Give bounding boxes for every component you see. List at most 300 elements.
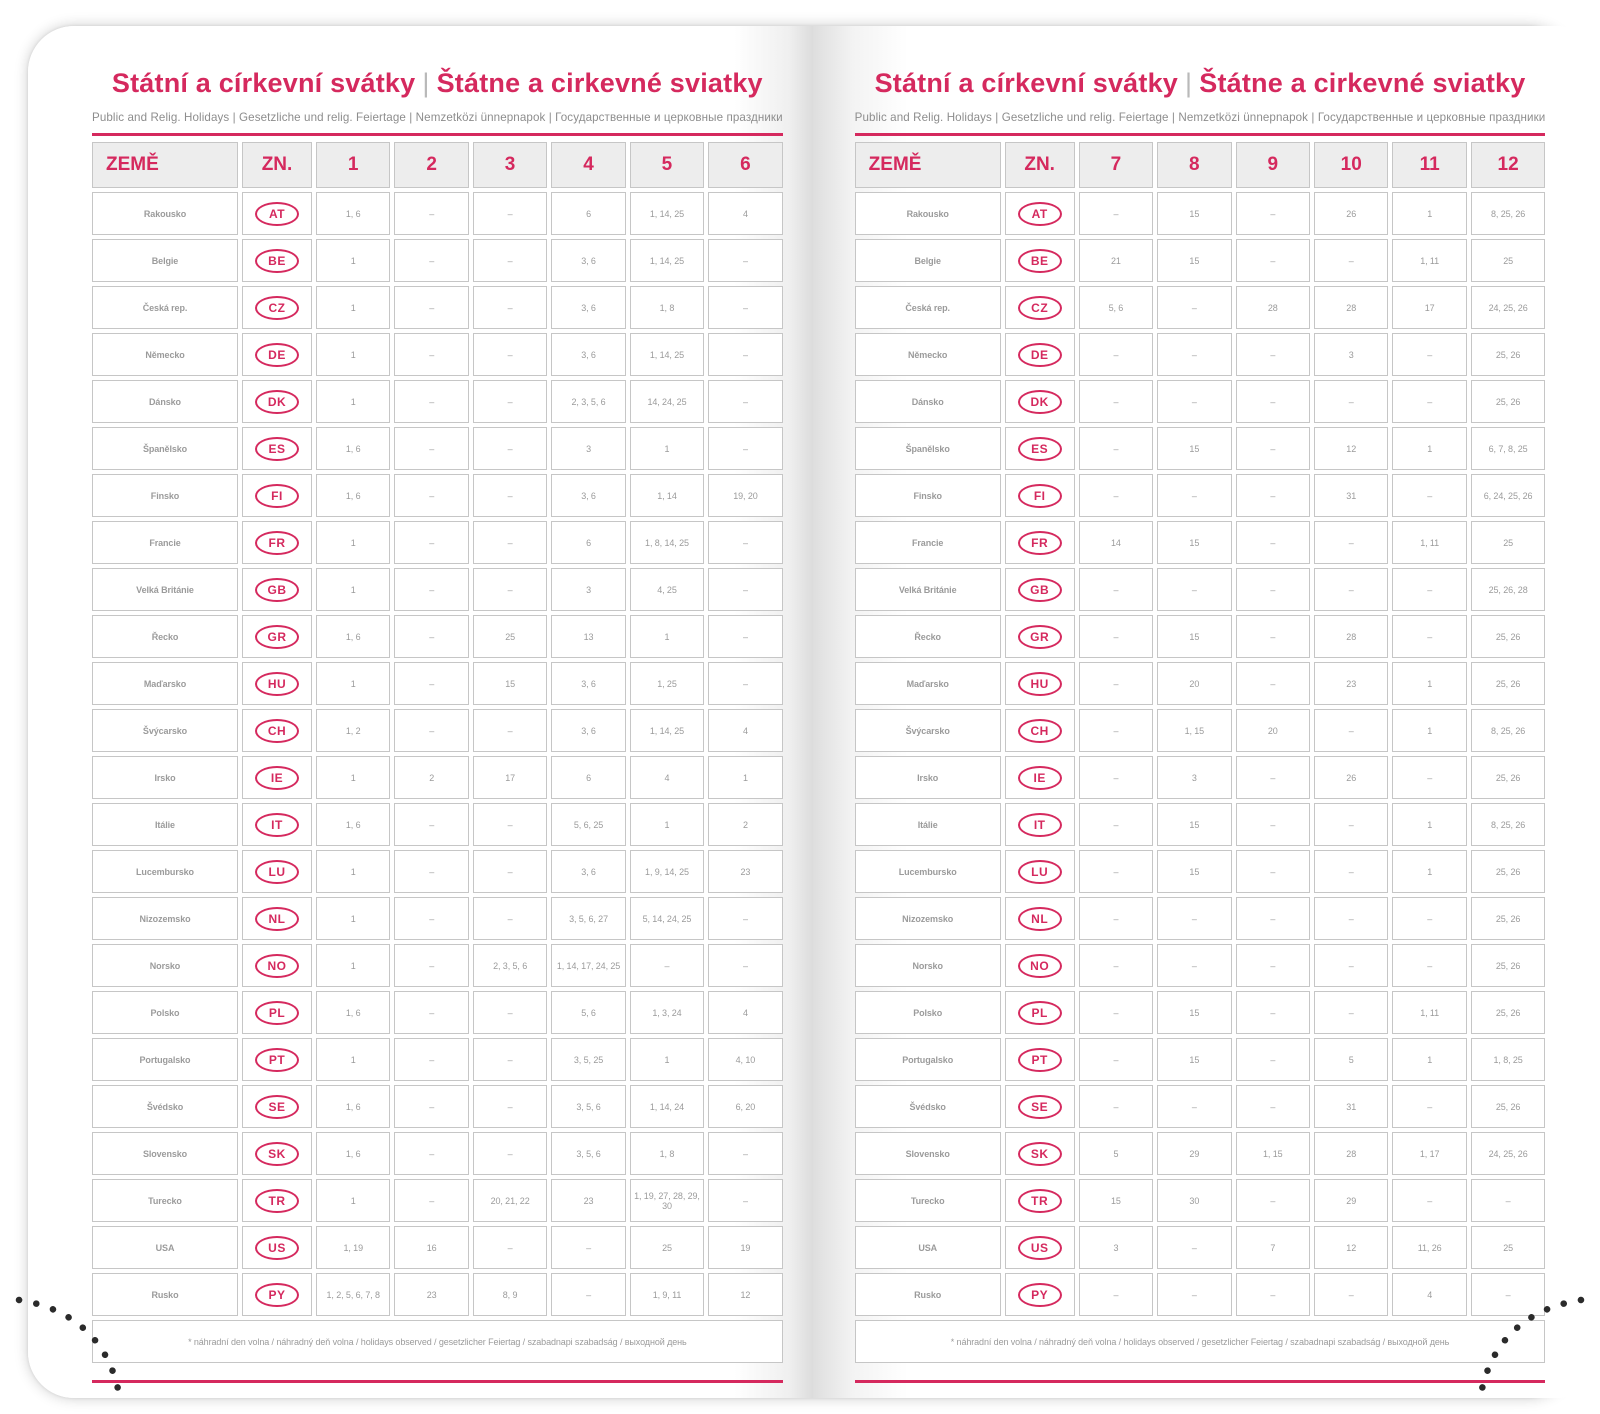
holiday-days-cell: – xyxy=(473,1038,547,1081)
country-name: Švédsko xyxy=(855,1085,1001,1128)
table-row xyxy=(855,192,1546,235)
holiday-days-cell: – xyxy=(473,1085,547,1128)
table-row xyxy=(855,850,1546,893)
holiday-days-cell: – xyxy=(1392,474,1466,517)
holiday-days-cell: – xyxy=(394,333,468,376)
holiday-days-cell: 3, 6 xyxy=(551,333,625,376)
holiday-days-cell: – xyxy=(394,1132,468,1175)
country-name: Finsko xyxy=(855,474,1001,517)
table-row xyxy=(855,803,1546,846)
country-code-cell xyxy=(242,944,312,987)
country-name: Finsko xyxy=(92,474,238,517)
holiday-days-cell: 3, 6 xyxy=(551,662,625,705)
country-name: Belgie xyxy=(92,239,238,282)
country-code-cell xyxy=(1005,897,1075,940)
holiday-days-cell: 1, 14, 25 xyxy=(630,333,704,376)
holiday-days-cell: 1, 9, 11 xyxy=(630,1273,704,1316)
table-row xyxy=(92,1132,783,1175)
holiday-days-cell: – xyxy=(1079,427,1153,470)
country-code-badge: DE xyxy=(255,343,299,367)
holiday-days-cell: – xyxy=(473,1226,547,1269)
holiday-days-cell: 6 xyxy=(551,192,625,235)
holiday-days-cell: – xyxy=(1157,1085,1231,1128)
footnote: * náhradní den volna / náhradný deň volna / holidays observed / gesetzlicher Feiertag / szabadnapi szabadság / выходной день xyxy=(855,1320,1546,1363)
holiday-days-cell: 28 xyxy=(1236,286,1310,329)
holiday-days-cell: – xyxy=(1471,1179,1545,1222)
holiday-days-cell: – xyxy=(473,709,547,752)
holiday-days-cell: 26 xyxy=(1314,192,1388,235)
holiday-days-cell: 2 xyxy=(394,756,468,799)
holiday-days-cell: 29 xyxy=(1314,1179,1388,1222)
holiday-days-cell: 1, 25 xyxy=(630,662,704,705)
column-header-zem: ZEMĚ xyxy=(92,142,238,188)
country-code-cell xyxy=(242,474,312,517)
country-code-cell xyxy=(1005,427,1075,470)
holiday-days-cell: – xyxy=(394,897,468,940)
holiday-days-cell: 2, 3, 5, 6 xyxy=(473,944,547,987)
holidays-table-right xyxy=(851,138,1550,1367)
country-name: Nizozemsko xyxy=(855,897,1001,940)
table-row xyxy=(92,615,783,658)
country-code-badge: PT xyxy=(1018,1048,1062,1072)
holiday-days-cell: 8, 25, 26 xyxy=(1471,803,1545,846)
holiday-days-cell: – xyxy=(1079,803,1153,846)
table-row xyxy=(855,897,1546,940)
holiday-days-cell: – xyxy=(1079,850,1153,893)
holiday-days-cell: – xyxy=(1079,897,1153,940)
holiday-days-cell: – xyxy=(1392,1179,1466,1222)
holiday-days-cell: 20 xyxy=(1157,662,1231,705)
holiday-days-cell: – xyxy=(551,1226,625,1269)
country-code-cell xyxy=(242,1038,312,1081)
country-name: Švýcarsko xyxy=(92,709,238,752)
holiday-days-cell: 1, 6 xyxy=(316,1085,390,1128)
country-name: Švédsko xyxy=(92,1085,238,1128)
holiday-days-cell: – xyxy=(1157,333,1231,376)
country-code-cell xyxy=(1005,615,1075,658)
holiday-days-cell: 1 xyxy=(316,1179,390,1222)
holiday-days-cell: – xyxy=(1079,991,1153,1034)
country-name: Lucembursko xyxy=(855,850,1001,893)
country-name: Dánsko xyxy=(855,380,1001,423)
holiday-days-cell: 25 xyxy=(1471,239,1545,282)
table-row xyxy=(92,850,783,893)
column-header-4: 4 xyxy=(551,142,625,188)
holiday-days-cell: – xyxy=(394,239,468,282)
country-code-badge: TR xyxy=(255,1189,299,1213)
holiday-days-cell: 25, 26 xyxy=(1471,1085,1545,1128)
holiday-days-cell: 1, 19 xyxy=(316,1226,390,1269)
holiday-days-cell: 1, 14, 25 xyxy=(630,239,704,282)
country-name: Velká Británie xyxy=(855,568,1001,611)
country-code-cell xyxy=(1005,286,1075,329)
table-row xyxy=(92,756,783,799)
country-code-badge: FR xyxy=(1018,531,1062,555)
table-row xyxy=(855,1085,1546,1128)
country-code-cell xyxy=(1005,662,1075,705)
holiday-days-cell: – xyxy=(708,568,782,611)
table-row xyxy=(855,474,1546,517)
table-row xyxy=(92,239,783,282)
holiday-days-cell: 29 xyxy=(1157,1132,1231,1175)
holiday-days-cell: 23 xyxy=(1314,662,1388,705)
holiday-days-cell: – xyxy=(394,944,468,987)
holiday-days-cell: – xyxy=(394,1038,468,1081)
holiday-days-cell: – xyxy=(473,380,547,423)
page-subtitle: Public and Relig. Holidays | Gesetzliche und relig. Feiertage | Nemzetközi ünnepnapok | Государственные и церковные праздники xyxy=(854,111,1546,124)
footer-rule xyxy=(855,1380,1546,1383)
country-code-badge: NO xyxy=(255,954,299,978)
holiday-days-cell: – xyxy=(1314,850,1388,893)
holiday-days-cell: – xyxy=(1157,1226,1231,1269)
country-code-cell xyxy=(242,662,312,705)
holiday-days-cell: 15 xyxy=(1157,991,1231,1034)
holiday-days-cell: – xyxy=(394,1179,468,1222)
country-code-cell xyxy=(242,709,312,752)
left-page xyxy=(28,26,813,1398)
holiday-days-cell: 1 xyxy=(1392,1038,1466,1081)
country-code-badge: IE xyxy=(255,766,299,790)
holiday-days-cell: – xyxy=(394,286,468,329)
country-code-badge: US xyxy=(255,1236,299,1260)
table-row xyxy=(92,286,783,329)
holiday-days-cell: 1, 19, 27, 28, 29, 30 xyxy=(630,1179,704,1222)
holiday-days-cell: – xyxy=(1236,1085,1310,1128)
holiday-days-cell: 7 xyxy=(1236,1226,1310,1269)
country-code-cell xyxy=(1005,192,1075,235)
holiday-days-cell: 4 xyxy=(1392,1273,1466,1316)
country-code-cell xyxy=(242,521,312,564)
holiday-days-cell: 4 xyxy=(708,709,782,752)
holiday-days-cell: – xyxy=(1236,1038,1310,1081)
holiday-days-cell: 1, 8, 14, 25 xyxy=(630,521,704,564)
holiday-days-cell: – xyxy=(708,427,782,470)
holiday-days-cell: – xyxy=(473,803,547,846)
table-row xyxy=(92,427,783,470)
holiday-days-cell: – xyxy=(708,615,782,658)
holiday-days-cell: – xyxy=(1392,380,1466,423)
holiday-days-cell: 4, 25 xyxy=(630,568,704,611)
column-header-2: 2 xyxy=(394,142,468,188)
country-name: Maďarsko xyxy=(855,662,1001,705)
country-code-cell xyxy=(1005,1226,1075,1269)
table-row xyxy=(855,615,1546,658)
holiday-days-cell: 25, 26, 28 xyxy=(1471,568,1545,611)
holiday-days-cell: – xyxy=(473,521,547,564)
country-name: Nizozemsko xyxy=(92,897,238,940)
country-name: Portugalsko xyxy=(855,1038,1001,1081)
country-code-badge: US xyxy=(1018,1236,1062,1260)
holiday-days-cell: 15 xyxy=(1157,1038,1231,1081)
holiday-days-cell: 15 xyxy=(1157,427,1231,470)
holiday-days-cell: – xyxy=(1236,897,1310,940)
country-code-badge: DK xyxy=(1018,390,1062,414)
column-header-zem: ZEMĚ xyxy=(855,142,1001,188)
holiday-days-cell: 11, 26 xyxy=(1392,1226,1466,1269)
holiday-days-cell: 1, 2, 5, 6, 7, 8 xyxy=(316,1273,390,1316)
table-row xyxy=(92,474,783,517)
holiday-days-cell: – xyxy=(1236,1273,1310,1316)
holiday-days-cell: – xyxy=(394,709,468,752)
holiday-days-cell: – xyxy=(1079,474,1153,517)
country-code-badge: IT xyxy=(1018,813,1062,837)
holiday-days-cell: – xyxy=(394,803,468,846)
holiday-days-cell: – xyxy=(473,427,547,470)
table-row xyxy=(92,662,783,705)
country-code-cell xyxy=(242,286,312,329)
table-row xyxy=(92,1226,783,1269)
holiday-days-cell: – xyxy=(473,239,547,282)
holiday-days-cell: – xyxy=(1157,1273,1231,1316)
holiday-days-cell: 1, 6 xyxy=(316,427,390,470)
holiday-days-cell: – xyxy=(708,380,782,423)
country-code-cell xyxy=(242,1273,312,1316)
table-row xyxy=(92,192,783,235)
holiday-days-cell: – xyxy=(1236,991,1310,1034)
holiday-days-cell: – xyxy=(1392,897,1466,940)
country-code-badge: AT xyxy=(1018,202,1062,226)
holiday-days-cell: 15 xyxy=(473,662,547,705)
holiday-days-cell: 5 xyxy=(1079,1132,1153,1175)
holiday-days-cell: 1 xyxy=(1392,427,1466,470)
holiday-days-cell: 6, 7, 8, 25 xyxy=(1471,427,1545,470)
holiday-days-cell: 3 xyxy=(551,427,625,470)
country-code-badge: CH xyxy=(255,719,299,743)
holiday-days-cell: 1 xyxy=(708,756,782,799)
holiday-days-cell: 1 xyxy=(1392,803,1466,846)
table-row xyxy=(92,1179,783,1222)
holiday-days-cell: 1, 6 xyxy=(316,803,390,846)
holiday-days-cell: 31 xyxy=(1314,1085,1388,1128)
holiday-days-cell: 21 xyxy=(1079,239,1153,282)
holiday-days-cell: – xyxy=(473,850,547,893)
holiday-days-cell: 1 xyxy=(316,850,390,893)
right-page xyxy=(813,26,1600,1398)
country-code-badge: PL xyxy=(255,1001,299,1025)
holiday-days-cell: 25, 26 xyxy=(1471,615,1545,658)
column-header-3: 3 xyxy=(473,142,547,188)
country-code-badge: GR xyxy=(1018,625,1062,649)
holiday-days-cell: – xyxy=(1236,333,1310,376)
holiday-days-cell: 20, 21, 22 xyxy=(473,1179,547,1222)
country-name: Polsko xyxy=(855,991,1001,1034)
column-header-zn: ZN. xyxy=(242,142,312,188)
country-name: Španělsko xyxy=(92,427,238,470)
country-code-cell xyxy=(1005,1085,1075,1128)
holiday-days-cell: – xyxy=(394,474,468,517)
country-code-badge: GR xyxy=(255,625,299,649)
title-separator: | xyxy=(1185,68,1193,98)
country-name: Německo xyxy=(92,333,238,376)
country-name: Rusko xyxy=(92,1273,238,1316)
country-code-badge: PT xyxy=(255,1048,299,1072)
holiday-days-cell: 5 xyxy=(1314,1038,1388,1081)
holiday-days-cell: 25, 26 xyxy=(1471,380,1545,423)
holiday-days-cell: 1, 11 xyxy=(1392,521,1466,564)
holiday-days-cell: 1, 8 xyxy=(630,1132,704,1175)
holiday-days-cell: 13 xyxy=(551,615,625,658)
holiday-days-cell: 19 xyxy=(708,1226,782,1269)
holiday-days-cell: – xyxy=(1314,239,1388,282)
holiday-days-cell: 1, 11 xyxy=(1392,239,1466,282)
holiday-days-cell: – xyxy=(1079,380,1153,423)
holiday-days-cell: 12 xyxy=(1314,427,1388,470)
column-header-6: 6 xyxy=(708,142,782,188)
holiday-days-cell: – xyxy=(1079,1085,1153,1128)
country-code-cell xyxy=(1005,568,1075,611)
holiday-days-cell: 6 xyxy=(551,756,625,799)
holiday-days-cell: 26 xyxy=(1314,756,1388,799)
country-name: Francie xyxy=(92,521,238,564)
footnote: * náhradní den volna / náhradný deň volna / holidays observed / gesetzlicher Feiertag / szabadnapi szabadság / выходной день xyxy=(92,1320,783,1363)
holiday-days-cell: 25 xyxy=(473,615,547,658)
country-code-cell xyxy=(1005,380,1075,423)
table-row xyxy=(855,944,1546,987)
holiday-days-cell: 14, 24, 25 xyxy=(630,380,704,423)
country-name: Portugalsko xyxy=(92,1038,238,1081)
holiday-days-cell: – xyxy=(394,427,468,470)
table-row xyxy=(855,1038,1546,1081)
holiday-days-cell: 1 xyxy=(316,662,390,705)
country-code-cell xyxy=(242,1179,312,1222)
country-code-cell xyxy=(1005,991,1075,1034)
page-subtitle: Public and Relig. Holidays | Gesetzliche und relig. Feiertage | Nemzetközi ünnepnapok | Государственные и церковные праздники xyxy=(92,111,783,124)
holiday-days-cell: 1, 3, 24 xyxy=(630,991,704,1034)
holiday-days-cell: 3, 5, 25 xyxy=(551,1038,625,1081)
table-row xyxy=(855,427,1546,470)
holiday-days-cell: – xyxy=(394,850,468,893)
table-row xyxy=(92,333,783,376)
holiday-days-cell: – xyxy=(1314,380,1388,423)
holiday-days-cell: – xyxy=(1079,1038,1153,1081)
holiday-days-cell: – xyxy=(1471,1273,1545,1316)
holiday-days-cell: 4 xyxy=(630,756,704,799)
table-row xyxy=(92,991,783,1034)
country-name: Rusko xyxy=(855,1273,1001,1316)
table-row xyxy=(92,1273,783,1316)
title-slovak: Štátne a cirkevné sviatky xyxy=(1199,68,1526,98)
holiday-days-cell: 28 xyxy=(1314,1132,1388,1175)
holiday-days-cell: – xyxy=(708,662,782,705)
holiday-days-cell: 6 xyxy=(551,521,625,564)
country-code-cell xyxy=(242,568,312,611)
holiday-days-cell: – xyxy=(1236,568,1310,611)
footer-rule xyxy=(92,1380,783,1383)
holiday-days-cell: 1, 14 xyxy=(630,474,704,517)
holiday-days-cell: 25, 26 xyxy=(1471,850,1545,893)
country-code-badge: FI xyxy=(255,484,299,508)
header-rule xyxy=(855,133,1546,136)
country-name: Slovensko xyxy=(92,1132,238,1175)
country-code-badge: BE xyxy=(255,249,299,273)
holiday-days-cell: 1, 14, 25 xyxy=(630,709,704,752)
holiday-days-cell: 1, 6 xyxy=(316,474,390,517)
holiday-days-cell: 1 xyxy=(630,427,704,470)
holiday-days-cell: 8, 25, 26 xyxy=(1471,709,1545,752)
holiday-days-cell: 15 xyxy=(1157,239,1231,282)
holiday-days-cell: 1 xyxy=(316,897,390,940)
holiday-days-cell: – xyxy=(1236,662,1310,705)
holiday-days-cell: – xyxy=(1079,944,1153,987)
country-code-badge: DK xyxy=(255,390,299,414)
table-row xyxy=(855,380,1546,423)
holiday-days-cell: 24, 25, 26 xyxy=(1471,1132,1545,1175)
country-code-cell xyxy=(242,427,312,470)
country-code-cell xyxy=(1005,803,1075,846)
country-name: Řecko xyxy=(855,615,1001,658)
title-separator: | xyxy=(422,68,430,98)
holiday-days-cell: 3 xyxy=(551,568,625,611)
page-title xyxy=(92,68,783,99)
holiday-days-cell: 23 xyxy=(551,1179,625,1222)
column-header-12: 12 xyxy=(1471,142,1545,188)
country-code-cell xyxy=(242,850,312,893)
holiday-days-cell: 3, 5, 6 xyxy=(551,1132,625,1175)
holiday-days-cell: 23 xyxy=(394,1273,468,1316)
country-name: Slovensko xyxy=(855,1132,1001,1175)
country-code-badge: SE xyxy=(255,1095,299,1119)
holiday-days-cell: 1, 6 xyxy=(316,991,390,1034)
holiday-days-cell: – xyxy=(708,1179,782,1222)
column-header-7: 7 xyxy=(1079,142,1153,188)
country-name: Itálie xyxy=(855,803,1001,846)
holiday-days-cell: – xyxy=(1157,897,1231,940)
country-code-badge: ES xyxy=(255,437,299,461)
country-code-cell xyxy=(242,333,312,376)
holiday-days-cell: – xyxy=(1236,944,1310,987)
holiday-days-cell: 3, 5, 6 xyxy=(551,1085,625,1128)
country-code-cell xyxy=(1005,521,1075,564)
holiday-days-cell: 4, 10 xyxy=(708,1038,782,1081)
holiday-days-cell: – xyxy=(394,521,468,564)
holiday-days-cell: – xyxy=(1314,897,1388,940)
holiday-days-cell: – xyxy=(1079,192,1153,235)
holiday-days-cell: – xyxy=(1314,991,1388,1034)
country-name: Itálie xyxy=(92,803,238,846)
holiday-days-cell: – xyxy=(1392,333,1466,376)
country-code-cell xyxy=(1005,1179,1075,1222)
holiday-days-cell: – xyxy=(1079,756,1153,799)
holiday-days-cell: 1, 14, 17, 24, 25 xyxy=(551,944,625,987)
holiday-days-cell: 25, 26 xyxy=(1471,333,1545,376)
table-row xyxy=(855,756,1546,799)
holiday-days-cell: 25 xyxy=(1471,521,1545,564)
holiday-days-cell: 15 xyxy=(1157,803,1231,846)
holiday-days-cell: – xyxy=(1314,1273,1388,1316)
country-code-cell xyxy=(242,380,312,423)
country-code-badge: PY xyxy=(255,1283,299,1307)
holiday-days-cell: – xyxy=(1236,615,1310,658)
column-header-9: 9 xyxy=(1236,142,1310,188)
holiday-days-cell: – xyxy=(1236,756,1310,799)
column-header-11: 11 xyxy=(1392,142,1466,188)
table-row xyxy=(855,286,1546,329)
holiday-days-cell: – xyxy=(1314,944,1388,987)
holiday-days-cell: 3, 6 xyxy=(551,239,625,282)
country-code-cell xyxy=(1005,1038,1075,1081)
holiday-days-cell: 4 xyxy=(708,192,782,235)
holiday-days-cell: 1 xyxy=(316,521,390,564)
holiday-days-cell: 5, 6, 25 xyxy=(551,803,625,846)
country-name: Rakousko xyxy=(855,192,1001,235)
holiday-days-cell: 12 xyxy=(708,1273,782,1316)
holiday-days-cell: – xyxy=(630,944,704,987)
country-code-badge: FR xyxy=(255,531,299,555)
holiday-days-cell: – xyxy=(1079,709,1153,752)
column-header-1: 1 xyxy=(316,142,390,188)
holiday-days-cell: 1 xyxy=(1392,662,1466,705)
holiday-days-cell: 3, 6 xyxy=(551,474,625,517)
